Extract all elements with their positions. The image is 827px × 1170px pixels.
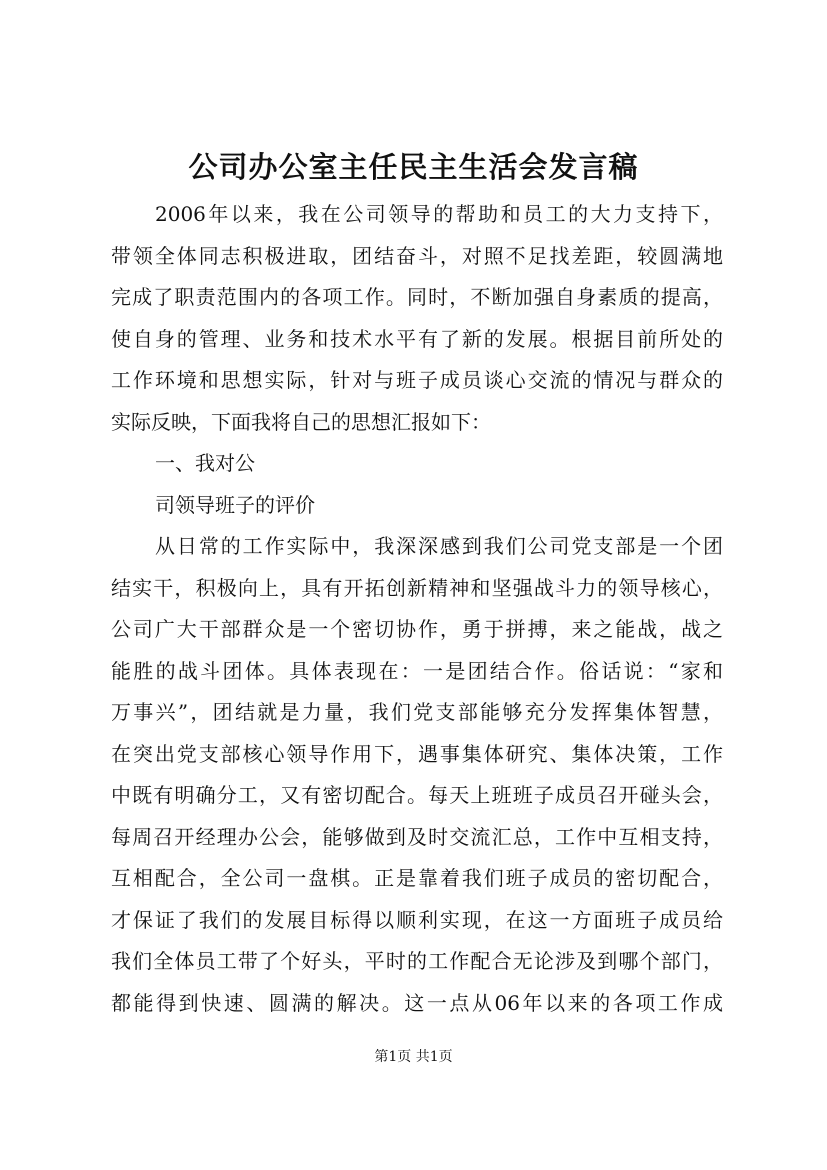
text-line: 中既有明确分工，又有密切配合。每天上班班子成员召开碰头会，: [111, 783, 723, 807]
text-line: 我们全体员工带了个好头，平时的工作配合无论涉及到哪个部门，: [111, 949, 723, 973]
text-line: 互相配合，全公司一盘棋。正是靠着我们班子成员的密切配合，: [111, 866, 723, 890]
text-line: 能胜的战斗团体。具体表现在：一是团结合作。俗话说：“家和: [111, 658, 723, 683]
document-body: [111, 194, 723, 1024]
section-heading: 一、我对公: [155, 451, 255, 475]
text-line: 从日常的工作实际中，我深深感到我们公司党支部是一个团: [155, 534, 723, 558]
section-heading-continued: 司领导班子的评价: [155, 492, 315, 517]
page-footer: 第1页 共1页: [374, 1049, 453, 1065]
document-title: 公司办公室主任民主生活会发言稿: [188, 150, 639, 184]
text-line: 工作环境和思想实际，针对与班子成员谈心交流的情况与群众的: [111, 368, 723, 392]
text-line: 才保证了我们的发展目标得以顺利实现，在这一方面班子成员给: [111, 907, 723, 932]
text-line: 公司广大干部群众是一个密切协作，勇于拼搏，来之能战，战之: [111, 617, 723, 641]
text-line: 2006年以来，我在公司领导的帮助和员工的大力支持下，: [155, 202, 723, 226]
text-line: 结实干，积极向上，具有开拓创新精神和坚强战斗力的领导核心，: [111, 575, 723, 600]
text-line: 在突出党支部核心领导作用下，遇事集体研究、集体决策，工作: [111, 741, 723, 766]
text-line: 都能得到快速、圆满的解决。这一点从06年以来的各项工作成: [111, 990, 723, 1015]
text-line: 带领全体同志积极进取，团结奋斗，对照不足找差距，较圆满地: [111, 243, 723, 268]
text-line: 每周召开经理办公会，能够做到及时交流汇总，工作中互相支持，: [111, 824, 723, 849]
text-line: 使自身的管理、业务和技术水平有了新的发展。根据目前所处的: [111, 326, 723, 351]
text-line: 完成了职责范围内的各项工作。同时，不断加强自身素质的提高，: [111, 285, 723, 309]
text-line: 实际反映，下面我将自己的思想汇报如下：: [111, 409, 491, 434]
text-line: 万事兴”，团结就是力量，我们党支部能够充分发挥集体智慧，: [111, 700, 723, 724]
